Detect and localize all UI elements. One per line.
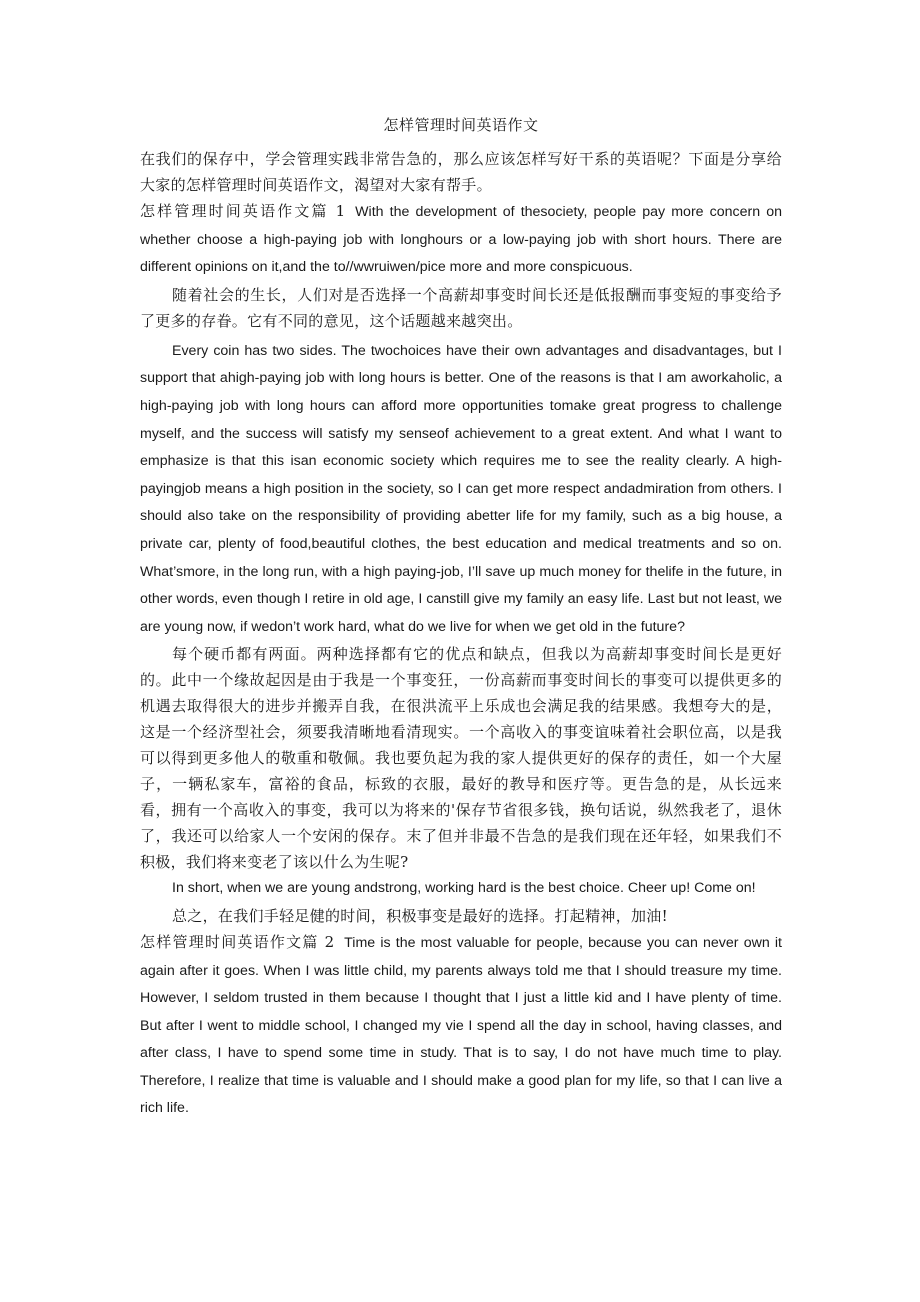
essay1-p3-cn: 总之，在我们手轻足健的时间，积极事变是最好的选择。打起精神，加油! [172,906,668,925]
essay1-heading: 怎样管理时间英语作文篇 1 [140,202,346,220]
essay1-first-paragraph [140,198,782,282]
document-title: 怎样管理时间英语作文 [383,116,539,134]
essay2-p1-en: Time is the most valuable for people, because you can never own it again after it goes. When I was little child, my parents always told me that I should treasure my time. However, I seldom trusted in them because I thought that I just a little kid and I have plenty of time. But after I went to middle school, I changed my vie I spend all the day in school, having classes, and after class, I have to spend some time in study. That is to say, I do not have much time to play. Therefore, I realize that time is valuable and I should make a good plan for my life, so that I can live a rich life. [140,934,782,1117]
essay1-p2-cn: 每个硬币都有两面。两种选择都有它的优点和缺点，但我以为高薪却事变时间长是更好的。此中一个缘故起因是由于我是一个事变狂，一份高薪而事变时间长的事变可以提供更多的机遇去取得很大的进步并搬弄自我，在很洪流平上乐成也会满足我的结果感。我想夸大的是，这是一个经济型社会，须要我清晰地看清现实。一个高收入的事变谊味着社会职位高，以是我可以得到更多他人的敬重和敬佩。我也要负起为我的家人提供更好的保存的责任，如一个大屋子，一辆私家车，富裕的食品，标致的衣服，最好的教导和医疗等。更告急的是，从长远来看，拥有一个高收入的事变，我可以为将来的'保存节省很多钱，换句话说，纵然我老了，退休了，我还可以给家人一个安闲的保存。末了但并非最不告急的是我们现在还年轻，如果我们不积极，我们将来变老了该以什么为生呢? [140,645,782,872]
essay1-p1-cn: 随着社会的生长，人们对是否选择一个高薪却事变时间长还是低报酬而事变短的事变给予了更多的存眷。它有不同的意见，这个话题越来越突出。 [140,285,782,330]
essay1-p1-en: With the development of thesociety, people pay more concern on whether choose a high-paying job with longhours or a low-paying job with short hours. There are different opinions on it,and the to//wwruiwen/pice more and more conspicuous. [140,204,782,276]
essay2-first-paragraph [140,929,782,1123]
intro-paragraph: 在我们的保存中，学会管理实践非常告急的，那么应该怎样写好干系的英语呢？下面是分享给大家的怎样管理时间英语作文，渴望对大家有帮手。 [140,150,782,194]
document-page [140,112,782,1123]
essay2-heading: 怎样管理时间英语作文篇 2 [140,932,335,951]
essay1-p3-en: In short, when we are young andstrong, working hard is the best choice. Cheer up! Come on! [172,880,756,897]
essay1-p2-en: Every coin has two sides. The twochoices have their own advantages and disadvantages, but I support that ahigh-paying job with long hours is better. One of the reasons is that I am aworkaholic, a high-paying job with long hours can afford more opportunities tomake great progress to challenge myself, and the success will satisfy my senseof achievement to a great extent. And what I want to emphasize is that this isan economic society which requires me to see the reality clearly. A high-payingjob means a high position in the society, so I can get more respect andadmiration from others. I should also take on the responsibility of providing abetter life for my family, such as a big house, a private car, plenty of food,beautiful clothes, the best education and medical treatments and so on. What’smore, in the long run, with a high paying-job, I’ll save up much money for thelife in the future, in other words, even though I retire in old age, I canstill give my family an easy life. Last but not least, we are young now, if wedon’t work hard, what do we live for when we get old in the future? [140,342,782,635]
